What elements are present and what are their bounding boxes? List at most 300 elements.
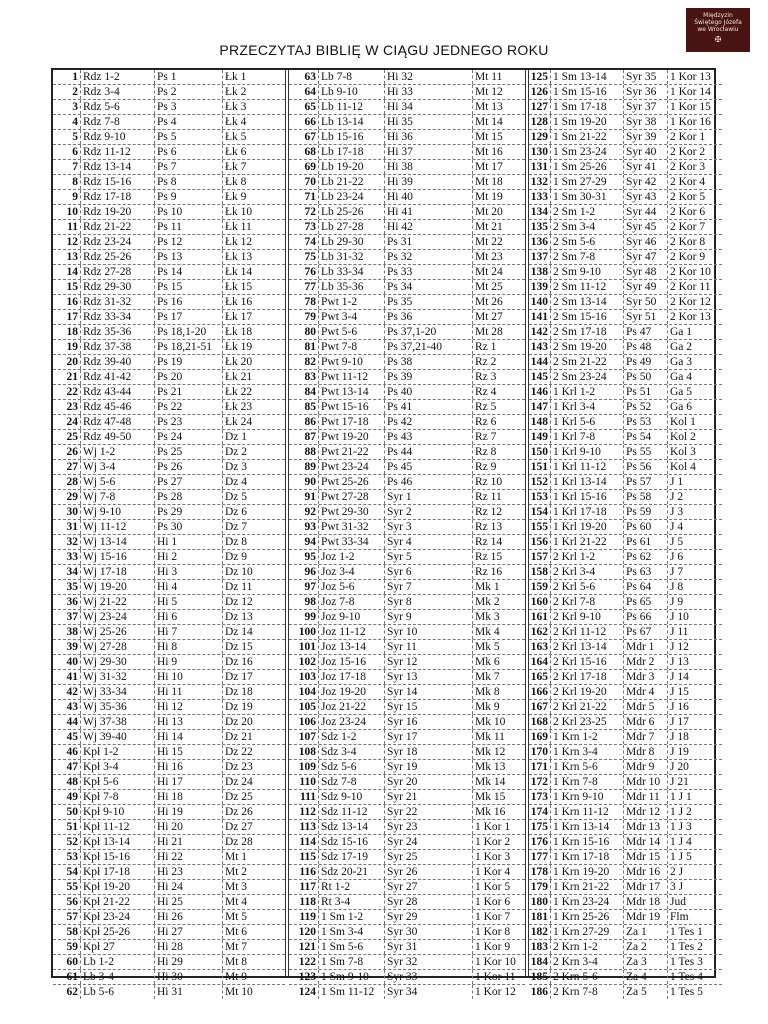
reading-ot: Lb 31-32 xyxy=(319,250,385,264)
reading-ot: Lb 25-26 xyxy=(319,205,385,219)
reading-nt: 1 Kor 5 xyxy=(475,881,511,893)
day-number: 28 xyxy=(53,475,81,489)
day-number: 68 xyxy=(289,145,319,159)
reading-nt: Mk 15 xyxy=(475,791,506,803)
table-row xyxy=(53,775,285,790)
reading-wisdom: Ps 62 xyxy=(624,550,668,564)
reading-ot: Rdz 7-8 xyxy=(81,115,155,129)
table-row xyxy=(53,250,285,265)
day-number: 62 xyxy=(53,985,81,999)
table-row xyxy=(53,895,285,910)
reading-ot: 1 Krn 13-14 xyxy=(551,820,624,834)
day-number: 164 xyxy=(529,655,551,669)
reading-nt: Dz 18 xyxy=(225,686,253,698)
logo-line-1: Międzyzin xyxy=(703,12,733,19)
day-number: 92 xyxy=(289,505,319,519)
day-number: 23 xyxy=(53,400,81,414)
table-row xyxy=(53,535,285,550)
day-number: 21 xyxy=(53,370,81,384)
table-row xyxy=(289,925,525,940)
reading-ot: 1 Krl 13-14 xyxy=(551,475,624,489)
reading-ot: Kpł 19-20 xyxy=(81,880,155,894)
reading-ot: 1 Sm 11-12 xyxy=(319,985,385,999)
reading-nt: Mt 10 xyxy=(225,986,253,998)
reading-nt: Kol 1 xyxy=(670,416,696,428)
reading-ot: Rdz 37-38 xyxy=(81,340,155,354)
reading-nt: Dz 27 xyxy=(225,821,253,833)
table-row xyxy=(289,865,525,880)
table-row xyxy=(289,745,525,760)
day-number: 130 xyxy=(529,145,551,159)
day-number: 44 xyxy=(53,715,81,729)
day-number: 168 xyxy=(529,715,551,729)
table-row xyxy=(289,355,525,370)
table-row xyxy=(53,850,285,865)
reading-wisdom: Ps 53 xyxy=(624,415,668,429)
reading-wisdom: Syr 14 xyxy=(385,685,473,699)
day-number: 60 xyxy=(53,955,81,969)
reading-wisdom: Syr 9 xyxy=(385,610,473,624)
table-row xyxy=(529,490,722,505)
reading-wisdom: Syr 25 xyxy=(385,850,473,864)
reading-ot: 1 Sm 9-10 xyxy=(319,970,385,984)
reading-wisdom: Hi 5 xyxy=(155,595,223,609)
reading-ot: 1 Sm 30-31 xyxy=(551,190,624,204)
reading-ot: Rdz 31-32 xyxy=(81,295,155,309)
reading-nt: Mt 22 xyxy=(475,236,503,248)
reading-ot: 1 Krl 9-10 xyxy=(551,445,624,459)
day-number: 81 xyxy=(289,340,319,354)
reading-nt: Dz 3 xyxy=(225,461,248,473)
reading-ot: Pwt 1-2 xyxy=(319,295,385,309)
reading-ot: Lb 15-16 xyxy=(319,130,385,144)
reading-wisdom: Mdr 19 xyxy=(624,910,668,924)
reading-wisdom: Ps 47 xyxy=(624,325,668,339)
reading-wisdom: Ps 38 xyxy=(385,355,473,369)
day-number: 165 xyxy=(529,670,551,684)
reading-wisdom: Hi 15 xyxy=(155,745,223,759)
table-row xyxy=(529,100,722,115)
day-number: 41 xyxy=(53,670,81,684)
reading-ot: Sdz 3-4 xyxy=(319,745,385,759)
reading-wisdom: Syr 35 xyxy=(624,70,668,84)
reading-nt: 1 Kor 15 xyxy=(670,101,711,113)
reading-wisdom: Hi 21 xyxy=(155,835,223,849)
reading-nt: J 7 xyxy=(670,566,684,578)
reading-nt: Dz 1 xyxy=(225,431,248,443)
reading-wisdom: Syr 37 xyxy=(624,100,668,114)
reading-ot: Pwt 27-28 xyxy=(319,490,385,504)
reading-nt: Dz 10 xyxy=(225,566,253,578)
reading-nt: Mt 21 xyxy=(475,221,503,233)
day-number: 20 xyxy=(53,355,81,369)
reading-ot: 1 Krl 7-8 xyxy=(551,430,624,444)
reading-ot: Lb 35-36 xyxy=(319,280,385,294)
reading-ot: 1 Krl 3-4 xyxy=(551,400,624,414)
day-number: 78 xyxy=(289,295,319,309)
reading-wisdom: Ps 55 xyxy=(624,445,668,459)
reading-wisdom: Ps 36 xyxy=(385,310,473,324)
reading-nt: Mk 11 xyxy=(475,731,505,743)
reading-ot: 1 Krl 17-18 xyxy=(551,505,624,519)
reading-ot: Joz 5-6 xyxy=(319,580,385,594)
reading-ot: Lb 7-8 xyxy=(319,70,385,84)
reading-wisdom: Syr 40 xyxy=(624,145,668,159)
reading-nt: Mk 9 xyxy=(475,701,500,713)
day-number: 160 xyxy=(529,595,551,609)
reading-ot: Rdz 17-18 xyxy=(81,190,155,204)
reading-nt: Rz 9 xyxy=(475,461,497,473)
reading-ot: 2 Sm 7-8 xyxy=(551,250,624,264)
reading-nt: Rz 12 xyxy=(475,506,503,518)
reading-ot: Wj 37-38 xyxy=(81,715,155,729)
reading-ot: Pwt 9-10 xyxy=(319,355,385,369)
reading-wisdom: Ps 21 xyxy=(155,385,223,399)
reading-ot: Pwt 13-14 xyxy=(319,385,385,399)
table-row xyxy=(53,295,285,310)
reading-nt: J 11 xyxy=(670,626,689,638)
reading-wisdom: Ps 20 xyxy=(155,370,223,384)
reading-wisdom: Ps 7 xyxy=(155,160,223,174)
table-row xyxy=(53,175,285,190)
table-row xyxy=(289,250,525,265)
reading-wisdom: Hi 10 xyxy=(155,670,223,684)
reading-wisdom: Ps 39 xyxy=(385,370,473,384)
table-row xyxy=(289,520,525,535)
reading-wisdom: Hi 12 xyxy=(155,700,223,714)
reading-wisdom: Syr 22 xyxy=(385,805,473,819)
table-row xyxy=(53,625,285,640)
table-row xyxy=(53,430,285,445)
reading-ot: 1 Sm 5-6 xyxy=(319,940,385,954)
day-number: 127 xyxy=(529,100,551,114)
reading-nt: Mk 3 xyxy=(475,611,500,623)
reading-wisdom: Hi 1 xyxy=(155,535,223,549)
reading-ot: 2 Krl 9-10 xyxy=(551,610,624,624)
reading-nt: 1 Kor 10 xyxy=(475,956,516,968)
reading-ot: 1 Krl 5-6 xyxy=(551,415,624,429)
reading-nt: Kol 2 xyxy=(670,431,696,443)
reading-wisdom: Mdr 5 xyxy=(624,700,668,714)
day-number: 34 xyxy=(53,565,81,579)
reading-nt: Ga 5 xyxy=(670,386,693,398)
reading-wisdom: Syr 7 xyxy=(385,580,473,594)
day-number: 5 xyxy=(53,130,81,144)
reading-ot: 1 Krl 19-20 xyxy=(551,520,624,534)
reading-ot: 1 Sm 17-18 xyxy=(551,100,624,114)
table-row xyxy=(529,400,722,415)
reading-ot: 1 Sm 15-16 xyxy=(551,85,624,99)
reading-nt: J 14 xyxy=(670,671,689,683)
reading-ot: Rdz 49-50 xyxy=(81,430,155,444)
table-row xyxy=(529,895,722,910)
table-row xyxy=(529,985,722,999)
reading-ot: Kpł 15-16 xyxy=(81,850,155,864)
reading-nt: 1 Kor 6 xyxy=(475,896,511,908)
day-number: 24 xyxy=(53,415,81,429)
reading-ot: 2 Sm 9-10 xyxy=(551,265,624,279)
reading-nt: 3 J xyxy=(670,881,684,893)
reading-wisdom: Hi 39 xyxy=(385,175,473,189)
reading-wisdom: Hi 4 xyxy=(155,580,223,594)
reading-ot: Wj 17-18 xyxy=(81,565,155,579)
reading-nt: 1 Tes 4 xyxy=(670,971,703,983)
reading-nt: Łk 21 xyxy=(225,371,253,383)
day-number: 25 xyxy=(53,430,81,444)
table-row xyxy=(53,280,285,295)
day-number: 100 xyxy=(289,625,319,639)
table-row xyxy=(529,595,722,610)
day-number: 77 xyxy=(289,280,319,294)
reading-ot: 1 Krl 11-12 xyxy=(551,460,624,474)
day-number: 57 xyxy=(53,910,81,924)
reading-ot: Wj 13-14 xyxy=(81,535,155,549)
reading-wisdom: Ps 15 xyxy=(155,280,223,294)
reading-wisdom: Za 2 xyxy=(624,940,668,954)
reading-ot: Wj 5-6 xyxy=(81,475,155,489)
reading-wisdom: Hi 2 xyxy=(155,550,223,564)
reading-wisdom: Syr 38 xyxy=(624,115,668,129)
reading-ot: 2 Sm 21-22 xyxy=(551,355,624,369)
reading-nt: 2 Kor 9 xyxy=(670,251,706,263)
day-number: 183 xyxy=(529,940,551,954)
day-number: 120 xyxy=(289,925,319,939)
reading-nt: 1 Kor 13 xyxy=(670,71,711,83)
reading-nt: J 13 xyxy=(670,656,689,668)
table-row xyxy=(289,100,525,115)
day-number: 137 xyxy=(529,250,551,264)
table-row xyxy=(289,235,525,250)
reading-ot: Lb 19-20 xyxy=(319,160,385,174)
day-number: 72 xyxy=(289,205,319,219)
reading-nt: Dz 21 xyxy=(225,731,253,743)
table-row xyxy=(53,145,285,160)
reading-wisdom: Hi 3 xyxy=(155,565,223,579)
reading-wisdom: Ps 29 xyxy=(155,505,223,519)
reading-nt: Dz 7 xyxy=(225,521,248,533)
reading-nt: 1 Kor 4 xyxy=(475,866,511,878)
table-row xyxy=(529,565,722,580)
table-row xyxy=(53,880,285,895)
table-row xyxy=(529,175,722,190)
reading-ot: 2 Krl 7-8 xyxy=(551,595,624,609)
day-number: 63 xyxy=(289,70,319,84)
day-number: 53 xyxy=(53,850,81,864)
reading-wisdom: Ps 43 xyxy=(385,430,473,444)
reading-wisdom: Ps 5 xyxy=(155,130,223,144)
reading-ot: Wj 35-36 xyxy=(81,700,155,714)
day-number: 142 xyxy=(529,325,551,339)
table-row xyxy=(529,250,722,265)
table-row xyxy=(529,190,722,205)
reading-nt: 1 Kor 2 xyxy=(475,836,511,848)
reading-nt: Dz 14 xyxy=(225,626,253,638)
reading-nt: J 18 xyxy=(670,731,689,743)
reading-ot: Rt 3-4 xyxy=(319,895,385,909)
reading-ot: 2 Krl 3-4 xyxy=(551,565,624,579)
reading-nt: J 21 xyxy=(670,776,689,788)
day-number: 103 xyxy=(289,670,319,684)
reading-ot: 1 Krl 15-16 xyxy=(551,490,624,504)
reading-nt: 2 Kor 13 xyxy=(670,311,711,323)
table-row xyxy=(53,505,285,520)
reading-ot: Pwt 29-30 xyxy=(319,505,385,519)
reading-ot: Pwt 23-24 xyxy=(319,460,385,474)
reading-nt: Łk 2 xyxy=(225,86,247,98)
reading-ot: Pwt 11-12 xyxy=(319,370,385,384)
day-number: 9 xyxy=(53,190,81,204)
reading-ot: Sdz 13-14 xyxy=(319,820,385,834)
day-number: 15 xyxy=(53,280,81,294)
reading-nt: 1 Tes 3 xyxy=(670,956,703,968)
day-number: 159 xyxy=(529,580,551,594)
reading-wisdom: Ps 37,1-20 xyxy=(385,325,473,339)
reading-wisdom: Syr 13 xyxy=(385,670,473,684)
day-number: 84 xyxy=(289,385,319,399)
day-number: 169 xyxy=(529,730,551,744)
reading-ot: 1 Krl 1-2 xyxy=(551,385,624,399)
reading-ot: Rdz 13-14 xyxy=(81,160,155,174)
reading-wisdom: Mdr 9 xyxy=(624,760,668,774)
reading-nt: 1 Kor 12 xyxy=(475,986,516,998)
reading-ot: 2 Krn 7-8 xyxy=(551,985,624,999)
day-number: 51 xyxy=(53,820,81,834)
reading-wisdom: Syr 18 xyxy=(385,745,473,759)
reading-ot: Rdz 43-44 xyxy=(81,385,155,399)
day-number: 54 xyxy=(53,865,81,879)
table-row xyxy=(53,265,285,280)
reading-ot: Lb 11-12 xyxy=(319,100,385,114)
reading-ot: Rdz 33-34 xyxy=(81,310,155,324)
reading-wisdom: Syr 16 xyxy=(385,715,473,729)
reading-ot: Wj 21-22 xyxy=(81,595,155,609)
reading-wisdom: Ps 54 xyxy=(624,430,668,444)
table-row xyxy=(53,445,285,460)
reading-nt: Mk 10 xyxy=(475,716,506,728)
table-row xyxy=(289,115,525,130)
reading-wisdom: Hi 26 xyxy=(155,910,223,924)
reading-ot: Wj 3-4 xyxy=(81,460,155,474)
reading-wisdom: Syr 28 xyxy=(385,895,473,909)
day-number: 114 xyxy=(289,835,319,849)
table-row xyxy=(529,205,722,220)
reading-nt: Rz 15 xyxy=(475,551,503,563)
day-number: 111 xyxy=(289,790,319,804)
table-row xyxy=(529,415,722,430)
table-row xyxy=(289,610,525,625)
table-row xyxy=(529,130,722,145)
reading-wisdom: Ps 60 xyxy=(624,520,668,534)
reading-nt: 1 Kor 16 xyxy=(670,116,711,128)
reading-wisdom: Syr 23 xyxy=(385,820,473,834)
table-row xyxy=(529,745,722,760)
reading-wisdom: Ps 49 xyxy=(624,355,668,369)
reading-nt: Rz 10 xyxy=(475,476,503,488)
reading-nt: 2 Kor 2 xyxy=(670,146,706,158)
day-number: 122 xyxy=(289,955,319,969)
reading-ot: Lb 27-28 xyxy=(319,220,385,234)
logo-line-2: Świętego Józefa xyxy=(694,19,742,26)
reading-ot: Rdz 3-4 xyxy=(81,85,155,99)
reading-ot: Sdz 17-19 xyxy=(319,850,385,864)
day-number: 143 xyxy=(529,340,551,354)
day-number: 12 xyxy=(53,235,81,249)
day-number: 42 xyxy=(53,685,81,699)
reading-ot: Joz 21-22 xyxy=(319,700,385,714)
reading-nt: Mk 2 xyxy=(475,596,500,608)
reading-wisdom: Mdr 15 xyxy=(624,850,668,864)
day-number: 16 xyxy=(53,295,81,309)
reading-ot: Pwt 33-34 xyxy=(319,535,385,549)
reading-ot: Kpł 21-22 xyxy=(81,895,155,909)
reading-ot: Lb 5-6 xyxy=(81,985,155,999)
reading-nt: Łk 6 xyxy=(225,146,247,158)
day-number: 48 xyxy=(53,775,81,789)
table-row xyxy=(529,430,722,445)
table-row xyxy=(529,325,722,340)
day-number: 148 xyxy=(529,415,551,429)
table-row xyxy=(529,940,722,955)
table-row xyxy=(289,70,525,85)
day-number: 46 xyxy=(53,745,81,759)
reading-nt: 2 J xyxy=(670,866,684,878)
reading-nt: Mt 16 xyxy=(475,146,503,158)
table-row xyxy=(289,985,525,999)
reading-wisdom: Hi 35 xyxy=(385,115,473,129)
reading-ot: Kpł 3-4 xyxy=(81,760,155,774)
reading-ot: 1 Sm 3-4 xyxy=(319,925,385,939)
reading-ot: Wj 25-26 xyxy=(81,625,155,639)
table-row xyxy=(529,520,722,535)
reading-wisdom: Mdr 18 xyxy=(624,895,668,909)
day-number: 124 xyxy=(289,985,319,999)
reading-nt: Łk 22 xyxy=(225,386,253,398)
reading-ot: Lb 9-10 xyxy=(319,85,385,99)
table-row xyxy=(53,685,285,700)
reading-nt: Flm xyxy=(670,911,689,923)
reading-ot: Pwt 31-32 xyxy=(319,520,385,534)
reading-wisdom: Ps 48 xyxy=(624,340,668,354)
day-number: 113 xyxy=(289,820,319,834)
table-row xyxy=(529,235,722,250)
reading-nt: Dz 13 xyxy=(225,611,253,623)
reading-nt: 1 Tes 1 xyxy=(670,926,703,938)
reading-wisdom: Ps 51 xyxy=(624,385,668,399)
reading-nt: J 9 xyxy=(670,596,684,608)
table-row xyxy=(529,370,722,385)
reading-ot: Wj 31-32 xyxy=(81,670,155,684)
day-number: 43 xyxy=(53,700,81,714)
reading-ot: Kpł 27 xyxy=(81,940,155,954)
reading-nt: Łk 11 xyxy=(225,221,252,233)
reading-nt: 1 J 4 xyxy=(670,836,692,848)
reading-ot: 1 Krn 5-6 xyxy=(551,760,624,774)
reading-wisdom: Hi 42 xyxy=(385,220,473,234)
reading-wisdom: Syr 46 xyxy=(624,235,668,249)
day-number: 153 xyxy=(529,490,551,504)
reading-wisdom: Mdr 7 xyxy=(624,730,668,744)
reading-wisdom: Mdr 6 xyxy=(624,715,668,729)
reading-nt: J 17 xyxy=(670,716,689,728)
reading-nt: Mt 23 xyxy=(475,251,503,263)
table-row xyxy=(53,640,285,655)
reading-ot: Rdz 45-46 xyxy=(81,400,155,414)
reading-nt: Dz 28 xyxy=(225,836,253,848)
day-number: 156 xyxy=(529,535,551,549)
reading-ot: Wj 7-8 xyxy=(81,490,155,504)
table-row xyxy=(53,715,285,730)
reading-wisdom: Hi 11 xyxy=(155,685,223,699)
